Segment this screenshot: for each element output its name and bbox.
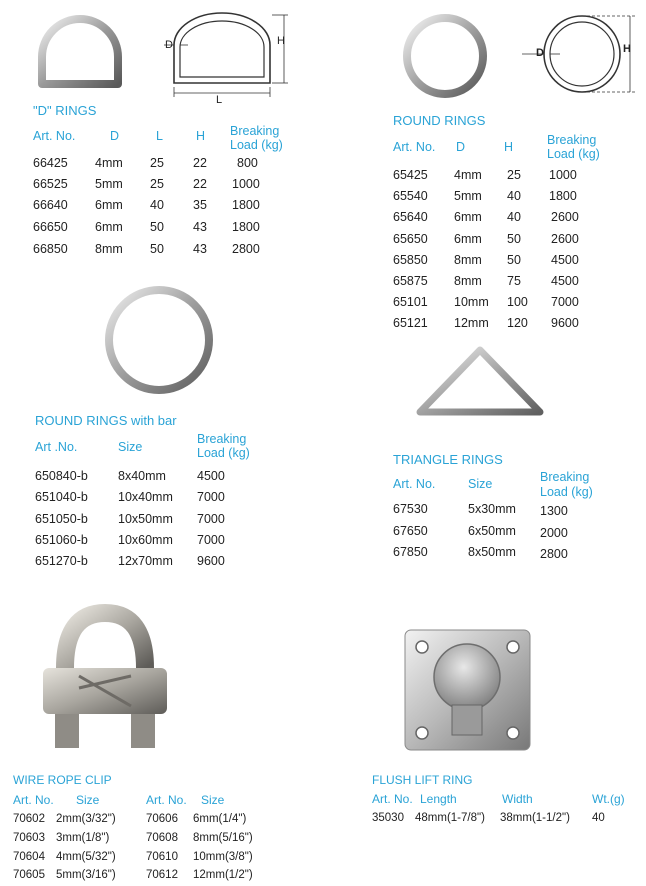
round-rings-header-breaking: Breaking bbox=[547, 133, 597, 147]
table-cell: 70602 bbox=[13, 813, 45, 825]
table-cell: 65875 bbox=[393, 274, 428, 288]
table-cell: 1000 bbox=[549, 168, 577, 182]
table-cell: 70608 bbox=[146, 832, 178, 844]
d-rings-header-load: Load (kg) bbox=[230, 138, 283, 152]
table-cell: 651060-b bbox=[35, 533, 88, 547]
table-cell: 2800 bbox=[540, 547, 568, 561]
table-cell: 120 bbox=[507, 316, 528, 330]
flush-lift-ring-title: FLUSH LIFT RING bbox=[372, 773, 473, 787]
table-cell: 75 bbox=[507, 274, 521, 288]
table-cell: 65121 bbox=[393, 316, 428, 330]
table-cell: 6mm bbox=[454, 210, 482, 224]
table-cell: 9600 bbox=[197, 554, 225, 568]
round-rings-bar-header-size: Size bbox=[118, 440, 143, 454]
table-cell: 43 bbox=[193, 220, 207, 234]
triangle-rings-header-load: Load (kg) bbox=[540, 485, 593, 499]
table-cell: 8mm bbox=[454, 253, 482, 267]
table-cell: 12mm bbox=[454, 316, 489, 330]
d-ring-dim-d: D bbox=[165, 39, 173, 51]
table-cell: 40 bbox=[150, 198, 164, 212]
round-rings-header-d: D bbox=[456, 140, 466, 154]
table-cell: 70606 bbox=[146, 813, 178, 825]
triangle-rings-header-art: Art. No. bbox=[393, 477, 436, 491]
table-cell: 2000 bbox=[540, 526, 568, 540]
table-cell: 7000 bbox=[197, 490, 225, 504]
table-cell: 651050-b bbox=[35, 512, 88, 526]
flush-lift-ring-photo bbox=[400, 625, 535, 755]
table-cell: 651270-b bbox=[35, 554, 88, 568]
round-rings-bar-header-breaking: Breaking bbox=[197, 432, 247, 446]
table-cell: 2600 bbox=[551, 210, 579, 224]
table-cell: 9600 bbox=[551, 316, 579, 330]
table-cell: 4mm bbox=[95, 156, 123, 170]
table-cell: 100 bbox=[507, 295, 528, 309]
table-cell: 70603 bbox=[13, 832, 45, 844]
table-cell: 2800 bbox=[232, 242, 260, 256]
table-cell: 25 bbox=[150, 177, 164, 191]
table-cell: 50 bbox=[150, 242, 164, 256]
table-cell: 67650 bbox=[393, 524, 428, 538]
wire-rope-clip-header-size-1: Size bbox=[76, 793, 100, 807]
table-cell: 6x50mm bbox=[468, 524, 516, 538]
table-cell: 65650 bbox=[393, 232, 428, 246]
d-ring-dim-l: L bbox=[216, 94, 223, 106]
table-cell: 6mm bbox=[95, 198, 123, 212]
d-rings-title: "D" RINGS bbox=[33, 103, 97, 118]
table-cell: 4500 bbox=[551, 253, 579, 267]
table-cell: 67530 bbox=[393, 502, 428, 516]
round-ring-dim-h: H bbox=[623, 43, 631, 55]
triangle-rings-header-breaking: Breaking bbox=[540, 470, 590, 484]
d-ring-dim-h: H bbox=[277, 35, 285, 47]
table-cell: 50 bbox=[507, 253, 521, 267]
round-rings-header-load: Load (kg) bbox=[547, 147, 600, 161]
table-cell: 6mm(1/4") bbox=[193, 813, 247, 825]
d-ring-photo bbox=[30, 12, 130, 92]
table-cell: 65640 bbox=[393, 210, 428, 224]
table-cell: 66525 bbox=[33, 177, 68, 191]
table-cell: 70604 bbox=[13, 851, 45, 863]
table-cell: 67850 bbox=[393, 545, 428, 559]
table-cell: 65425 bbox=[393, 168, 428, 182]
table-cell: 8mm(5/16") bbox=[193, 832, 253, 844]
table-cell: 10x60mm bbox=[118, 533, 173, 547]
table-cell: 2mm(3/32") bbox=[56, 813, 116, 825]
d-rings-header-breaking: Breaking bbox=[230, 124, 280, 138]
round-rings-header-art: Art. No. bbox=[393, 140, 436, 154]
table-cell: 40 bbox=[592, 812, 605, 824]
table-cell: 4mm(5/32") bbox=[56, 851, 116, 863]
d-rings-header-l: L bbox=[156, 129, 163, 143]
table-cell: 48mm(1-7/8") bbox=[415, 812, 485, 824]
round-ring-dim-d: D bbox=[536, 47, 544, 59]
round-rings-title: ROUND RINGS bbox=[393, 113, 486, 128]
table-cell: 800 bbox=[237, 156, 258, 170]
wire-rope-clip-photo bbox=[25, 598, 185, 758]
table-cell: 50 bbox=[507, 232, 521, 246]
table-cell: 50 bbox=[150, 220, 164, 234]
table-cell: 35030 bbox=[372, 812, 404, 824]
table-cell: 38mm(1-1/2") bbox=[500, 812, 570, 824]
table-cell: 3mm(1/8") bbox=[56, 832, 110, 844]
table-cell: 5mm(3/16") bbox=[56, 869, 116, 881]
table-cell: 70610 bbox=[146, 851, 178, 863]
table-cell: 65101 bbox=[393, 295, 428, 309]
table-cell: 6mm bbox=[454, 232, 482, 246]
table-cell: 12x70mm bbox=[118, 554, 173, 568]
d-rings-header-d: D bbox=[110, 129, 120, 143]
flush-lift-ring-header-weight: Wt.(g) bbox=[592, 792, 625, 806]
table-cell: 6mm bbox=[95, 220, 123, 234]
table-cell: 25 bbox=[507, 168, 521, 182]
table-cell: 7000 bbox=[197, 512, 225, 526]
round-rings-bar-header-art: Art .No. bbox=[35, 440, 78, 454]
table-cell: 10mm bbox=[454, 295, 489, 309]
table-cell: 22 bbox=[193, 156, 207, 170]
table-cell: 10x50mm bbox=[118, 512, 173, 526]
wire-rope-clip-header-art-1: Art. No. bbox=[13, 793, 54, 807]
round-rings-header-h: H bbox=[504, 140, 514, 154]
table-cell: 5x30mm bbox=[468, 502, 516, 516]
table-cell: 40 bbox=[507, 189, 521, 203]
table-cell: 1800 bbox=[232, 198, 260, 212]
d-rings-header-art: Art. No. bbox=[33, 129, 76, 143]
table-cell: 4500 bbox=[197, 469, 225, 483]
table-cell: 43 bbox=[193, 242, 207, 256]
wire-rope-clip-header-size-2: Size bbox=[201, 793, 225, 807]
flush-lift-ring-header-length: Length bbox=[420, 792, 457, 806]
table-cell: 66640 bbox=[33, 198, 68, 212]
triangle-rings-title: TRIANGLE RINGS bbox=[393, 452, 503, 467]
table-cell: 25 bbox=[150, 156, 164, 170]
table-cell: 650840-b bbox=[35, 469, 88, 483]
table-cell: 70605 bbox=[13, 869, 45, 881]
table-cell: 8mm bbox=[95, 242, 123, 256]
table-cell: 4mm bbox=[454, 168, 482, 182]
table-cell: 5mm bbox=[95, 177, 123, 191]
table-cell: 1300 bbox=[540, 504, 568, 518]
table-cell: 35 bbox=[193, 198, 207, 212]
wire-rope-clip-title: WIRE ROPE CLIP bbox=[13, 773, 112, 787]
table-cell: 10mm(3/8") bbox=[193, 851, 253, 863]
table-cell: 65850 bbox=[393, 253, 428, 267]
table-cell: 8x50mm bbox=[468, 545, 516, 559]
table-cell: 65540 bbox=[393, 189, 428, 203]
table-cell: 7000 bbox=[551, 295, 579, 309]
table-cell: 1800 bbox=[232, 220, 260, 234]
table-cell: 66425 bbox=[33, 156, 68, 170]
table-cell: 12mm(1/2") bbox=[193, 869, 253, 881]
round-ring-with-bar-photo bbox=[93, 280, 223, 400]
table-cell: 5mm bbox=[454, 189, 482, 203]
flush-lift-ring-header-art: Art. No. bbox=[372, 792, 413, 806]
triangle-ring-photo bbox=[408, 340, 553, 425]
table-cell: 66850 bbox=[33, 242, 68, 256]
table-cell: 7000 bbox=[197, 533, 225, 547]
d-ring-diagram bbox=[160, 5, 300, 105]
wire-rope-clip-header-art-2: Art. No. bbox=[146, 793, 187, 807]
triangle-rings-header-size: Size bbox=[468, 477, 493, 491]
table-cell: 8mm bbox=[454, 274, 482, 288]
table-cell: 10x40mm bbox=[118, 490, 173, 504]
table-cell: 4500 bbox=[551, 274, 579, 288]
table-cell: 22 bbox=[193, 177, 207, 191]
table-cell: 1800 bbox=[549, 189, 577, 203]
table-cell: 66650 bbox=[33, 220, 68, 234]
table-cell: 1000 bbox=[232, 177, 260, 191]
flush-lift-ring-header-width: Width bbox=[502, 792, 533, 806]
table-cell: 8x40mm bbox=[118, 469, 166, 483]
round-rings-bar-header-load: Load (kg) bbox=[197, 446, 250, 460]
round-ring-photo bbox=[395, 12, 495, 102]
d-rings-header-h: H bbox=[196, 129, 206, 143]
table-cell: 70612 bbox=[146, 869, 178, 881]
table-cell: 40 bbox=[507, 210, 521, 224]
table-cell: 2600 bbox=[551, 232, 579, 246]
round-rings-bar-title: ROUND RINGS with bar bbox=[35, 413, 177, 428]
table-cell: 651040-b bbox=[35, 490, 88, 504]
